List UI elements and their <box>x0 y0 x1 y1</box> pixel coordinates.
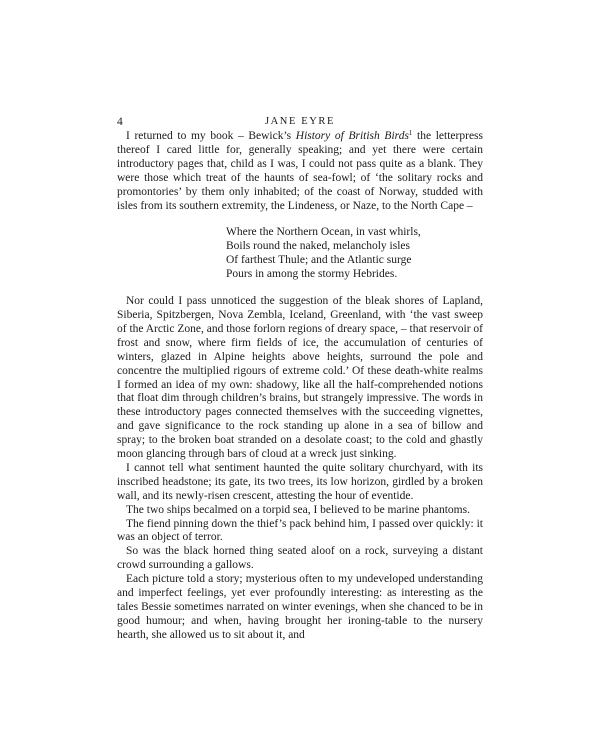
paragraph-6: So was the black horned thing seated aloof on a rock, surveying a distant crowd surrounding a gallows. <box>117 545 483 572</box>
paragraph-3: I cannot tell what sentiment haunted the quite solitary churchyard, with its inscribed headstone; its gate, its two trees, its low horizon, girdled by a broken wall, and its newly-risen crescent, attesting the hour of eventide. <box>117 461 483 502</box>
paragraph-1-lead: I returned to my book – Bewick’s <box>126 130 296 142</box>
book-title: History of British Birds <box>295 130 409 142</box>
running-head <box>117 114 483 130</box>
paragraph-4: The two ships becalmed on a torpid sea, I believed to be marine phantoms. <box>126 503 470 516</box>
page-number: 4 <box>117 116 123 128</box>
paragraph-2: Nor could I pass unnoticed the suggestion of the bleak shores of Lapland, Siberia, Spitzbergen, Nova Zembla, Iceland, Greenland, with ‘the vast sweep of the Arctic Zone, and those forlorn regions of dreary space, – that reservoir of frost and snow, where firm fields of ice, the accumulation of centuries of winters, glazed in Alpine heights above heights, surround the pole and concentre the multiplied rigours of extreme cold.’ Of these death-white realms I formed an idea of my own: shadowy, like all the half-comprehended notions that float dim through children’s brains, but strangely impressive. The words in these introductory pages connected themselves with the succeeding vignettes, and gave significance to the rock standing up alone in a sea of billow and spray; to the broken boat stranded on a desolate coast; to the cold and ghastly moon glancing through bars of cloud at a wreck just sinking. <box>117 295 483 461</box>
paragraph-7: Each picture told a story; mysterious often to my undeveloped understanding and imperfect feelings, yet ever profoundly interesting: as interesting as the tales Bessie sometimes narrated on winter evenings, when she chanced to be in good humour; and when, having brought her ironing-table to the nursery hearth, she allowed us to sit about it, and <box>117 573 483 641</box>
running-title: JANE EYRE <box>264 116 336 127</box>
paragraph-5: The fiend pinning down the thief’s pack behind him, I passed over quickly: it was an object of terror. <box>117 517 483 544</box>
paragraph-1 <box>117 130 483 213</box>
poem-line: Pours in among the stormy Hebrides. <box>226 268 398 281</box>
footnote-marker: 1 <box>408 129 413 137</box>
poem-quote <box>117 226 483 282</box>
poem-line: Of farthest Thule; and the Atlantic surge <box>226 254 412 267</box>
poem-line: Boils round the naked, melancholy isles <box>226 240 410 253</box>
poem-line: Where the Northern Ocean, in vast whirls, <box>226 226 421 239</box>
body-text <box>117 130 483 643</box>
paragraph-1-rest: the letterpress thereof I cared little for, generally speaking; and yet there were certain introductory pages that, child as I was, I could not pass quite as a blank. They were those which treat of the haunts of sea-fowl; of ‘the solitary rocks and promontories’ by them only inhabited; of the coast of Norway, studded with isles from its southern extremity, the Lindeness, or Naze, to the North Cape – <box>117 130 483 212</box>
